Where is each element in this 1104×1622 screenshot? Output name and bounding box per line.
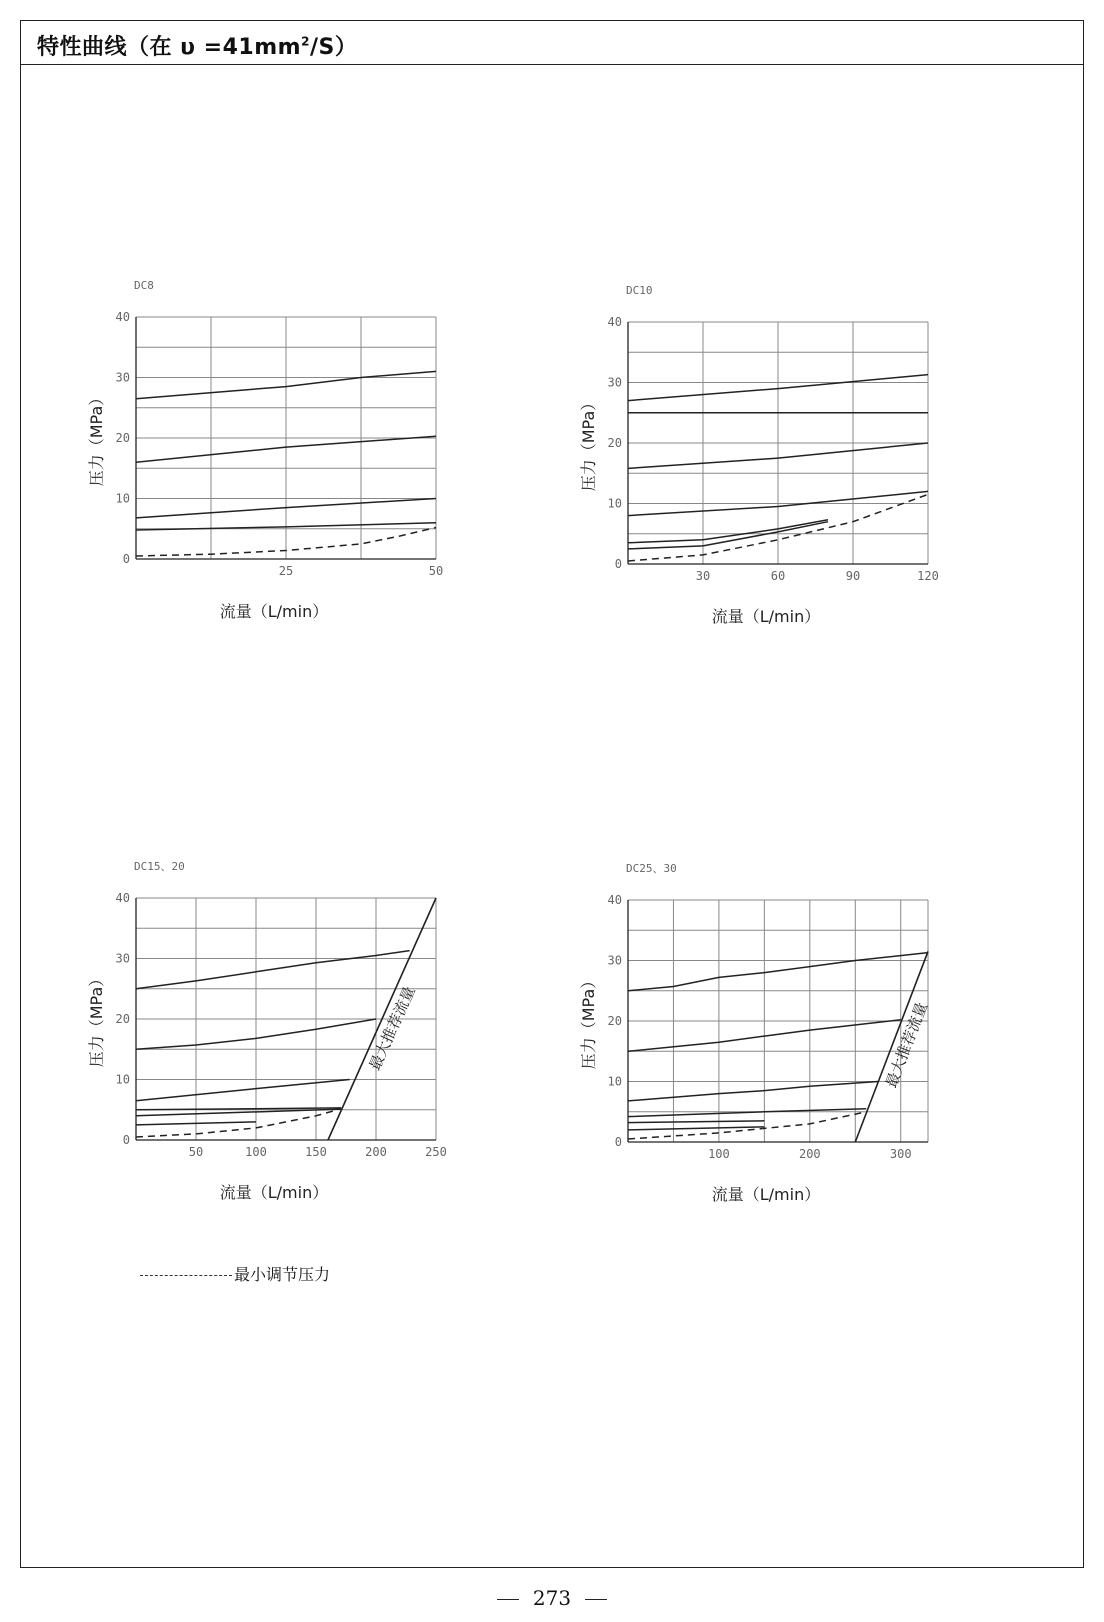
max-flow-boundary-label: 最大推荐流量 <box>365 983 419 1074</box>
page-number-rule-left <box>497 1599 519 1600</box>
x-tick-label: 150 <box>305 1145 327 1159</box>
max-flow-boundary-label: 最大推荐流量 <box>882 999 931 1091</box>
title-suffix: /S） <box>309 35 358 60</box>
y-tick-label: 20 <box>607 1014 622 1028</box>
series-line <box>628 1127 764 1130</box>
max-flow-boundary-line <box>855 951 928 1142</box>
x-tick-label: 50 <box>188 1145 204 1159</box>
y-tick-label: 0 <box>614 1135 622 1149</box>
title-superscript: 2 <box>301 34 310 49</box>
chart-title: DC10 <box>626 284 653 297</box>
page-header <box>21 21 1083 65</box>
title-prefix: 特性曲线（在 υ =41mm <box>37 35 302 60</box>
chart-title: DC8 <box>134 279 154 292</box>
chart-svg <box>570 858 1010 1238</box>
page-title <box>37 30 357 61</box>
x-tick-label: 30 <box>695 569 711 583</box>
y-axis-label: 压力（MPa） <box>87 389 106 487</box>
y-tick-label: 0 <box>614 557 622 571</box>
x-tick-label: 200 <box>365 1145 387 1159</box>
y-axis-label: 压力（MPa） <box>87 970 106 1068</box>
chart-svg <box>78 856 518 1236</box>
x-tick-label: 100 <box>245 1145 267 1159</box>
x-tick-label: 300 <box>889 1147 912 1161</box>
series-line <box>628 520 828 543</box>
x-tick-label: 200 <box>798 1147 821 1161</box>
series-line <box>136 951 410 989</box>
page-number-rule-right <box>585 1599 607 1600</box>
chart-dc10 <box>570 280 1010 660</box>
y-tick-label: 20 <box>115 431 130 445</box>
chart-dc25-30 <box>570 858 1010 1238</box>
y-tick-label: 10 <box>115 491 130 506</box>
legend-label: 最小调节压力 <box>234 1265 331 1284</box>
x-axis-label: 流量（L/min） <box>219 1183 329 1202</box>
x-tick-label: 100 <box>708 1147 730 1161</box>
y-tick-label: 0 <box>122 552 130 566</box>
y-tick-label: 20 <box>607 436 622 450</box>
page-frame <box>20 20 1084 1568</box>
page-number <box>0 1586 1104 1610</box>
y-axis-label: 压力（MPa） <box>579 972 598 1070</box>
legend <box>140 1262 330 1285</box>
x-tick-label: 90 <box>845 569 861 583</box>
x-tick-label: 60 <box>770 569 786 583</box>
x-tick-label: 250 <box>425 1145 447 1159</box>
series-line <box>628 1082 878 1101</box>
chart-title: DC15、20 <box>134 860 185 873</box>
chart-svg <box>570 280 1010 660</box>
x-tick-label: 25 <box>278 564 294 578</box>
y-tick-label: 40 <box>607 893 622 907</box>
y-tick-label: 30 <box>115 370 130 385</box>
y-tick-label: 40 <box>115 891 130 905</box>
y-tick-label: 40 <box>115 310 130 324</box>
chart-dc8 <box>78 275 518 655</box>
page-number-text: 273 <box>532 1586 572 1610</box>
x-tick-label: 50 <box>428 564 444 578</box>
y-tick-label: 0 <box>122 1133 130 1147</box>
x-axis-label: 流量（L/min） <box>219 602 329 621</box>
chart-title: DC25、30 <box>626 862 677 875</box>
y-tick-label: 30 <box>115 951 130 966</box>
x-axis-label: 流量（L/min） <box>711 607 821 626</box>
series-line <box>628 1121 764 1123</box>
x-tick-label: 120 <box>917 569 939 583</box>
series-line <box>628 1109 866 1117</box>
series-line <box>136 1080 350 1101</box>
y-tick-label: 10 <box>115 1072 130 1087</box>
y-tick-label: 30 <box>607 375 622 390</box>
chart-svg <box>78 275 518 655</box>
y-axis-label: 压力（MPa） <box>579 394 598 492</box>
y-tick-label: 10 <box>607 496 622 511</box>
y-tick-label: 30 <box>607 953 622 968</box>
legend-dashed-line <box>140 1275 232 1276</box>
y-tick-label: 10 <box>607 1074 622 1089</box>
x-axis-label: 流量（L/min） <box>711 1185 821 1204</box>
chart-dc15-20 <box>78 856 518 1236</box>
y-tick-label: 40 <box>607 315 622 329</box>
y-tick-label: 20 <box>115 1012 130 1026</box>
